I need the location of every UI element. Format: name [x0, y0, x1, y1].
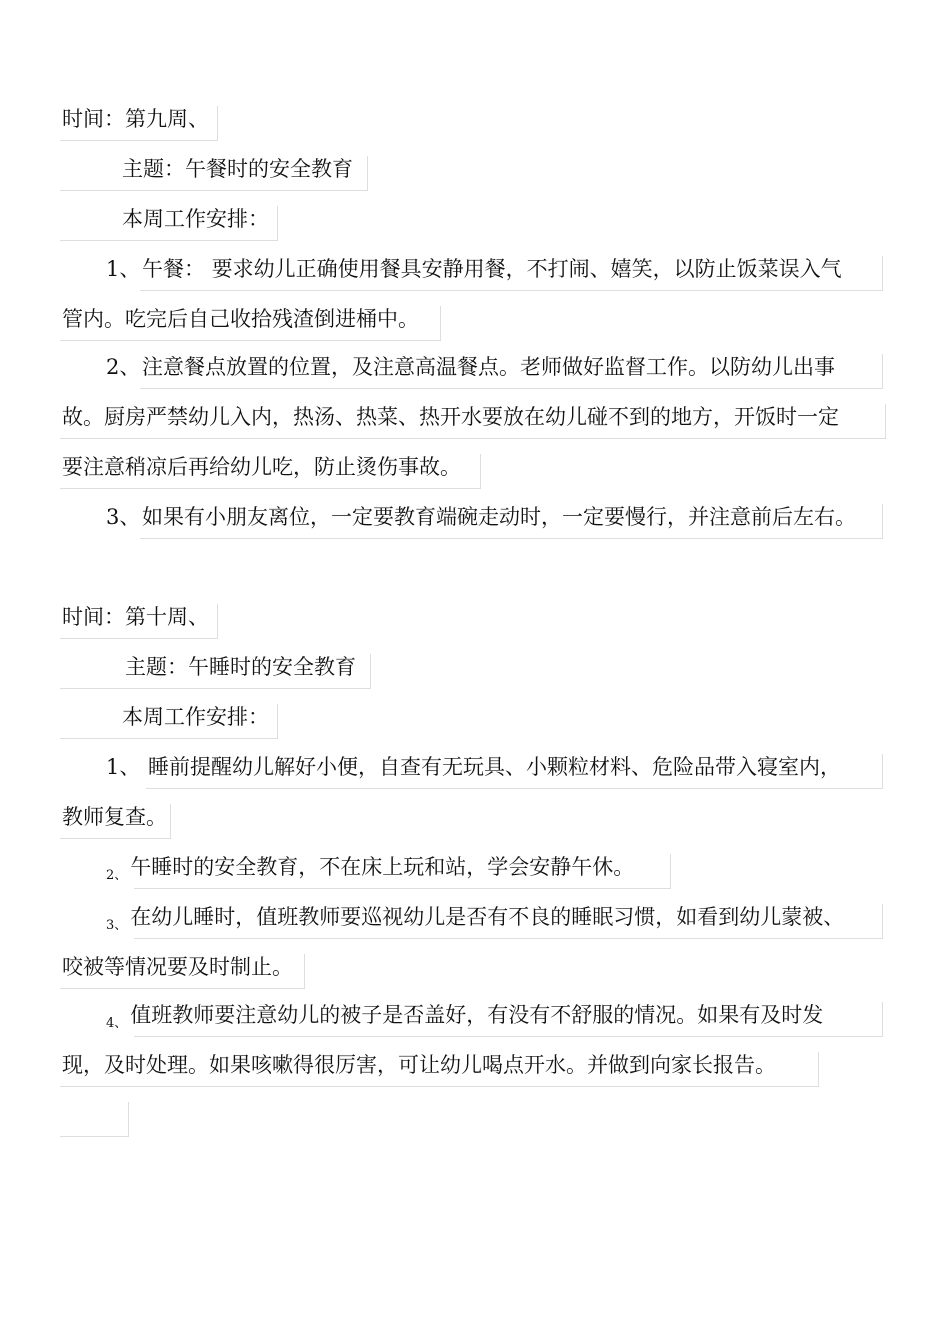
week9-item2-line1: 注意餐点放置的位置，及注意高温餐点。老师做好监督工作。以防幼儿出事: [142, 355, 835, 379]
week10-item2-line1: 午睡时的安全教育，不在床上玩和站，学会安静午休。: [130, 855, 635, 879]
week9-item3-line1: 如果有小朋友离位，一定要教育端碗走动时，一定要慢行，并注意前后左右。: [142, 505, 856, 529]
week10-plan-heading: 本周工作安排：: [122, 705, 269, 729]
week10-item4: [106, 1000, 896, 1030]
week10-item4-line2: 现，及时处理。如果咳嗽得很厉害，可让幼儿喝点开水。并做到向家长报告。: [62, 1053, 776, 1077]
week10-time: 时间：第十周、: [62, 605, 209, 629]
week10-item1-number: 1、: [106, 755, 141, 779]
week9-time: 时间：第九周、: [62, 107, 209, 131]
week10-item4-number: 4、: [106, 1016, 128, 1030]
week10-item2: [106, 852, 634, 882]
week10-item3: [106, 902, 896, 932]
week10-item3-number: 3、: [106, 918, 128, 932]
week9-topic: 主题：午餐时的安全教育: [122, 157, 353, 181]
week9-item1-line2: 管内。吃完后自己收拾残渣倒进桶中。: [62, 307, 419, 331]
week9-item1-number: 1、: [106, 257, 141, 281]
week10-item3-line1: 在幼儿睡时，值班教师要巡视幼儿是否有不良的睡眠习惯，如看到幼儿蒙被、: [130, 905, 845, 929]
week10-item3-line2: 咬被等情况要及时制止。: [62, 955, 293, 979]
week9-item2-line3: 要注意稍凉后再给幼儿吃，防止烫伤事故。: [62, 455, 461, 479]
week9-item2-line2: 故。厨房严禁幼儿入内，热汤、热菜、热开水要放在幼儿碰不到的地方，开饭时一定: [62, 405, 839, 429]
week10-topic: 主题：午睡时的安全教育: [125, 655, 356, 679]
week10-item1-line2: 教师复查。: [62, 805, 167, 829]
week10-item1-line1: 睡前提醒幼儿解好小便，自查有无玩具、小颗粒材料、危险品带入寝室内，: [148, 755, 841, 779]
week9-item1-line1: 午餐： 要求幼儿正确使用餐具安静用餐，不打闹、嬉笑，以防止饭菜误入气: [142, 257, 842, 281]
week9-item3-number: 3、: [106, 505, 141, 529]
week10-item4-line1: 值班教师要注意幼儿的被子是否盖好，有没有不舒服的情况。如果有及时发: [130, 1003, 824, 1027]
week9-item2-number: 2、: [106, 355, 141, 379]
week10-item2-number: 2、: [106, 868, 128, 882]
cell-border: [60, 1102, 129, 1137]
week9-plan-heading: 本周工作安排：: [122, 207, 269, 231]
